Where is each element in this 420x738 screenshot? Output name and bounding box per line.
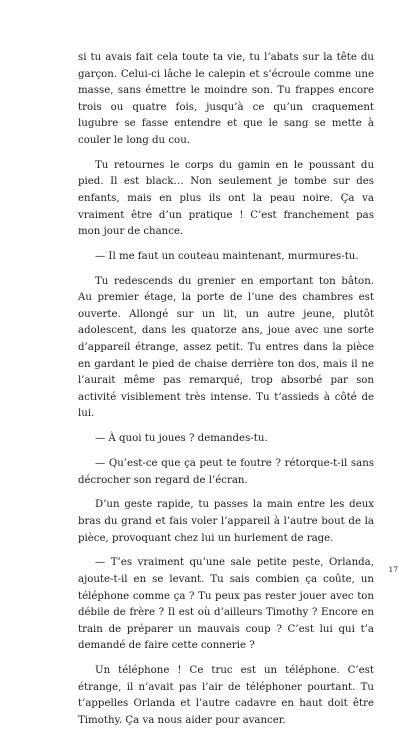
paragraph: si tu avais fait cela toute ta vie, tu l’abats sur la tête du garçon. Celui-ci lâche le calepin et s’écroule comme une masse, sans émettre le moindre son. Tu frappes encore trois ou quatre fois, jusqu’à ce qu’un craquement lugubre se fasse entendre et que le sang se mette à couler le long du cou.: [78, 52, 374, 146]
paragraph: D’un geste rapide, tu passes la main entre les deux bras du grand et fais voler l’appareil à l’autre bout de la pièce, provoquant chez lui un hurlement de rage.: [78, 499, 374, 544]
paragraph: Un téléphone ! Ce truc est un téléphone. C’est étrange, il n’avait pas l’air de téléphoner pourtant. Tu t’appelles Orlanda et l’autre cadavre en haut doit être Timothy. Ça va nous aider pour avancer.: [78, 665, 374, 726]
paragraph: Tu retournes le corps du gamin en le poussant du pied. Il est black… Non seulement je tombe sur des enfants, mais en plus ils ont la peau noire. Ça va vraiment être d’un pratique ! C’est franchement pas mon jour de chance.: [78, 159, 374, 238]
paragraph: — Qu’est-ce que ça peut te foutre ? rétorque-t-il sans décrocher son regard de l’écran.: [78, 458, 374, 486]
page-number: 17: [388, 565, 398, 574]
paragraph: — À quoi tu joues ? demandes-tu.: [95, 433, 268, 445]
body-text: [78, 50, 374, 738]
paragraph: — T’es vraiment qu’une sale petite peste, Orlanda, ajoute-t-il en se levant. Tu sais combien ça coûte, un téléphone comme ça ? Tu peux pas rester jouer avec ton débile de frère ? Il est où d’ailleurs Timothy ? Encore en train de préparer un mauvais coup ? C’est lui qui t’a demandé de faire cette connerie ?: [78, 557, 374, 652]
paragraph: Tu redescends du grenier en emportant ton bâton. Au premier étage, la porte de l’une des chambres est ouverte. Allongé sur un lit, un autre jeune, plutôt adolescent, dans les quatorze ans, joue avec une sorte d’appareil étrange, assez petit. Tu entres dans la pièce en gardant le pied de chaise derrière ton dos, mais il ne l’aurait même pas remarqué, trop absorbé par son activité visiblement très intense. Tu t’assieds à côté de lui.: [78, 275, 374, 420]
paragraph: — Il me faut un couteau maintenant, murmures-tu.: [95, 250, 359, 262]
